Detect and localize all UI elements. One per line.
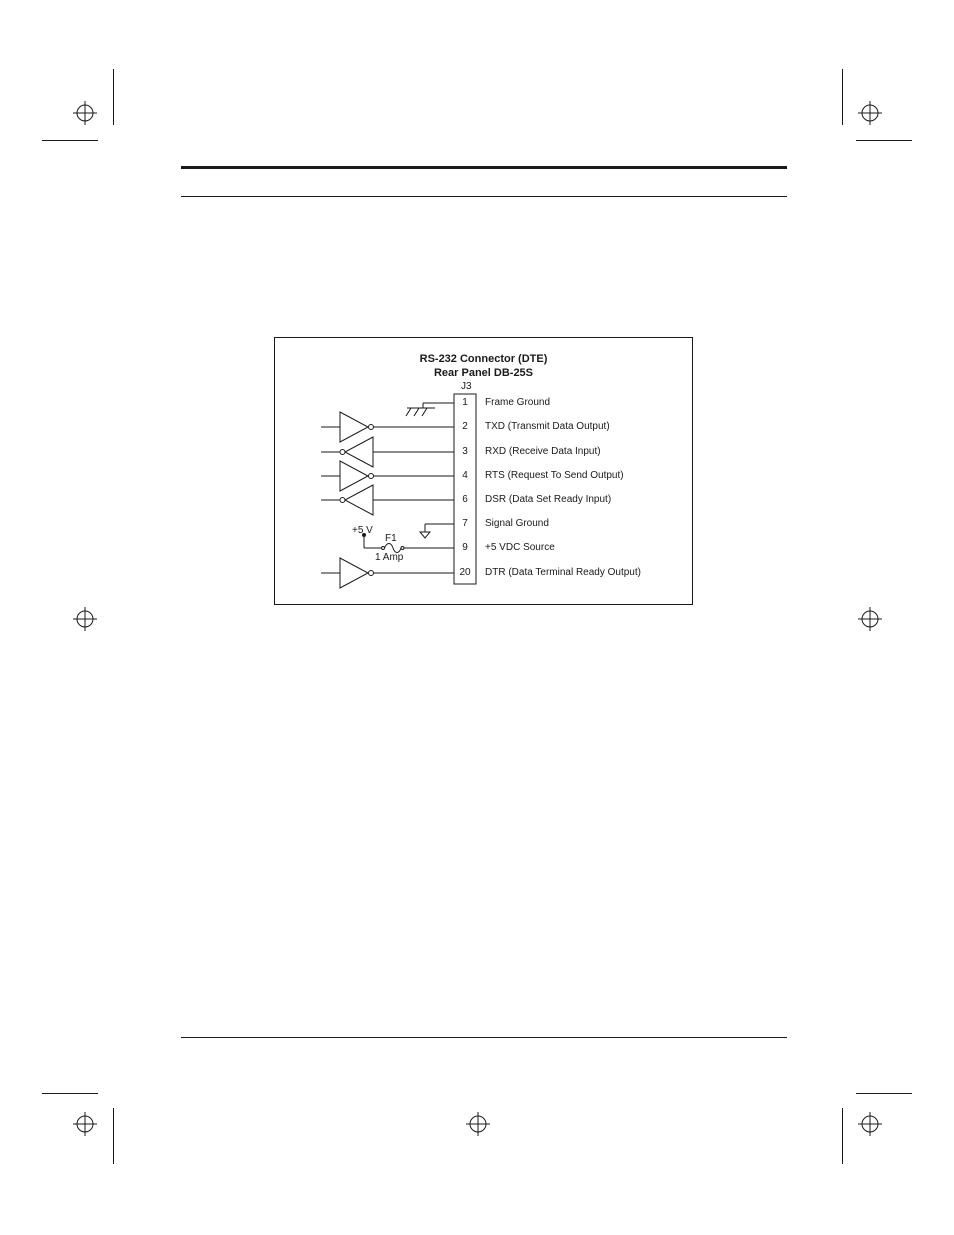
- txd-driver-icon: [321, 412, 454, 442]
- frame-ground-icon: [406, 403, 454, 416]
- rs232-connector-figure: [274, 337, 693, 605]
- crop-mark-bottom-right-vertical: [842, 1108, 843, 1164]
- pin-signal-label: Frame Ground: [485, 397, 551, 408]
- registration-mark-bottom-right-icon: [858, 1112, 882, 1136]
- crop-mark-top-left-vertical: [113, 69, 114, 125]
- header-rule-thin: [181, 196, 787, 197]
- crop-mark-top-right-horizontal: [856, 140, 912, 141]
- pin-signal-label: Signal Ground: [485, 518, 549, 529]
- header-rule-thick: [181, 166, 787, 169]
- crop-mark-bottom-left-horizontal: [42, 1093, 98, 1094]
- registration-mark-bottom-left-icon: [73, 1112, 97, 1136]
- pin-signal-label: TXD (Transmit Data Output): [485, 421, 610, 432]
- pin-number: 20: [459, 567, 471, 578]
- registration-mark-bottom-center-icon: [466, 1112, 490, 1136]
- pin-number: 7: [462, 518, 468, 529]
- pin-signal-label: +5 VDC Source: [485, 542, 555, 553]
- supply-voltage-label: +5 V: [352, 525, 373, 536]
- diagram-title: RS-232 Connector (DTE): [419, 353, 548, 365]
- footer-rule: [181, 1037, 787, 1038]
- connector-label: J3: [461, 381, 472, 392]
- crop-mark-top-left-horizontal: [42, 140, 98, 141]
- pin-signal-label: DSR (Data Set Ready Input): [485, 494, 612, 505]
- diagram-subtitle: Rear Panel DB-25S: [433, 367, 534, 379]
- registration-mark-top-left-icon: [73, 101, 97, 125]
- pin-signal-label: DTR (Data Terminal Ready Output): [485, 567, 641, 578]
- crop-mark-top-right-vertical: [842, 69, 843, 125]
- pin-number: 1: [462, 397, 468, 408]
- pin-signal-label: RTS (Request To Send Output): [485, 470, 624, 481]
- registration-mark-mid-left-icon: [73, 607, 97, 631]
- pin-number: 9: [462, 542, 468, 553]
- pin-number: 6: [462, 494, 468, 505]
- pin-number: 2: [462, 421, 468, 432]
- fuse-icon: [363, 534, 455, 553]
- fuse-label: F1: [385, 533, 397, 544]
- pin-number: 3: [462, 446, 468, 457]
- fuse-rating-label: 1 Amp: [375, 552, 404, 563]
- schematic-drawing: [275, 338, 692, 604]
- crop-mark-bottom-right-horizontal: [856, 1093, 912, 1094]
- rts-driver-icon: [321, 461, 454, 491]
- registration-mark-mid-right-icon: [858, 607, 882, 631]
- pin-number: 4: [462, 470, 468, 481]
- registration-mark-top-right-icon: [858, 101, 882, 125]
- crop-mark-bottom-left-vertical: [113, 1108, 114, 1164]
- pin-signal-label: RXD (Receive Data Input): [485, 446, 601, 457]
- signal-ground-icon: [420, 524, 454, 538]
